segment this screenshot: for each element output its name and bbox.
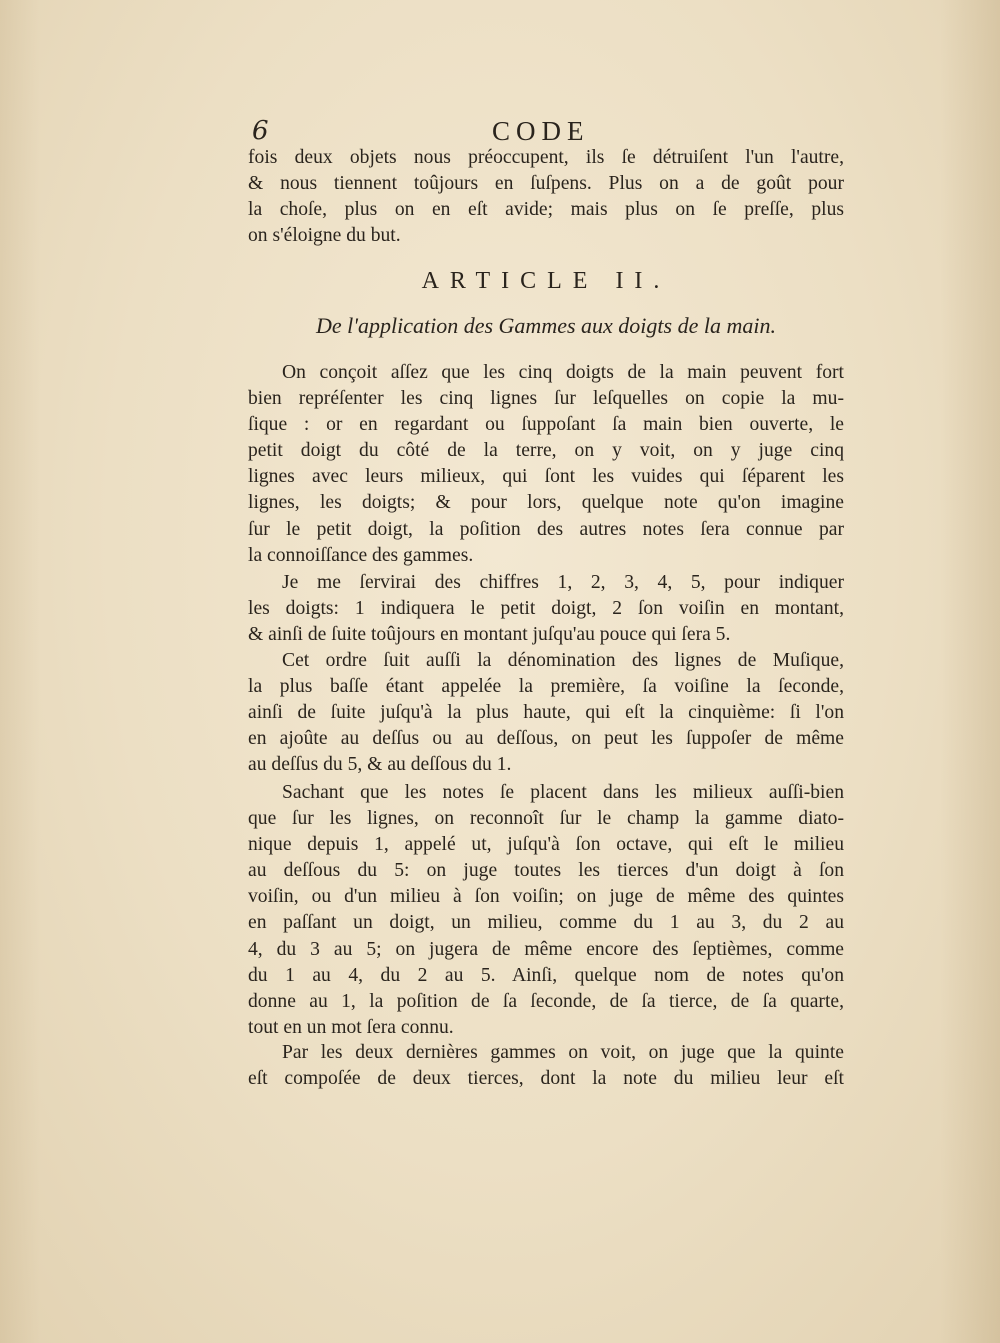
text-line: que ſur les lignes, on reconnoît ſur le champ la gamme diato- (248, 808, 844, 830)
text-line: la choſe, plus on en eſt avide; mais plus on ſe preſſe, plus (248, 199, 844, 221)
text-line: la connoiſſance des gammes. (248, 544, 474, 566)
text-line: ſique : or en regardant ou ſuppoſant ſa main bien ouverte, le (248, 414, 844, 436)
running-title: CODE (492, 116, 590, 146)
text-line: du 1 au 4, du 2 au 5. Ainſi, quelque nom de notes qu'on (248, 964, 844, 986)
paragraph-3 (248, 570, 844, 648)
paragraph-5 (248, 780, 844, 1041)
text-line: & nous tiennent toûjours en ſuſpens. Plus on a de goût pour (248, 173, 844, 195)
text-line: On conçoit aſſez que les cinq doigts de la main peuvent fort (282, 362, 844, 383)
text-line: petit doigt du côté de la terre, on y voit, on y juge cinq (248, 440, 844, 462)
text-line: Par les deux dernières gammes on voit, on juge que la quinte (282, 1042, 844, 1063)
text-line: 4, du 3 au 5; on jugera de même encore des ſeptièmes, comme (248, 938, 844, 960)
text-line: au deſſus du 5, & au deſſous du 1. (248, 754, 512, 776)
text-line: & ainſi de ſuite toûjours en montant juſqu'au pouce qui ſera 5. (248, 624, 731, 646)
text-line: eſt compoſée de deux tierces, dont la note du milieu leur eſt (248, 1068, 844, 1090)
text-line: lignes avec leurs milieux, qui ſont les vuides qui ſéparent les (248, 466, 844, 488)
text-line: bien repréſenter les cinq lignes ſur leſquelles on copie la mu- (248, 388, 844, 410)
text-line: au deſſous du 5: on juge toutes les tierces d'un doigt à ſon (248, 860, 844, 882)
page-number: 6 (252, 116, 269, 146)
text-line: Je me ſervirai des chiffres 1, 2, 3, 4, 5, pour indiquer (282, 572, 844, 593)
paragraph-2 (248, 360, 844, 569)
text-line: la plus baſſe étant appelée la première, ſa voiſine la ſeconde, (248, 676, 844, 698)
text-line: tout en un mot ſera connu. (248, 1016, 454, 1038)
page-right-shadow (940, 0, 1000, 1343)
text-line: on s'éloigne du but. (248, 225, 401, 247)
paragraph-1 (248, 145, 844, 249)
text-line: ainſi de ſuite juſqu'à la plus haute, qui eſt la cinquième: ſi l'on (248, 702, 844, 724)
text-line: en paſſant un doigt, un milieu, comme du 1 au 3, du 2 au (248, 912, 844, 934)
text-line: en ajoûte au deſſus ou au deſſous, on peut les ſuppoſer de même (248, 728, 844, 750)
paragraph-6 (248, 1040, 844, 1092)
text-line: ſur le petit doigt, la poſition des autres notes ſera connue par (248, 518, 844, 540)
text-line: fois deux objets nous préoccupent, ils ſe détruiſent l'un l'autre, (248, 147, 844, 168)
text-line: lignes, les doigts; & pour lors, quelque note qu'on imagine (248, 492, 844, 514)
text-line: voiſin, ou d'un milieu à ſon voiſin; on juge de même des quintes (248, 886, 844, 908)
text-line: Sachant que les notes ſe placent dans les milieux auſſi-bien (282, 782, 844, 803)
article-heading: ARTICLE II. (421, 268, 671, 294)
paragraph-4 (248, 648, 844, 778)
article-subtitle: De l'application des Gammes aux doigts de la main. (316, 313, 776, 338)
text-line: Cet ordre ſuit auſſi la dénomination des lignes de Muſique, (282, 650, 844, 671)
text-line: donne au 1, la poſition de ſa ſeconde, de ſa tierce, de ſa quarte, (248, 990, 844, 1012)
text-line: nique depuis 1, appelé ut, juſqu'à ſon octave, qui eſt le milieu (248, 834, 844, 856)
text-line: les doigts: 1 indiquera le petit doigt, 2 ſon voiſin en montant, (248, 598, 844, 620)
page-left-shadow (0, 0, 40, 1343)
